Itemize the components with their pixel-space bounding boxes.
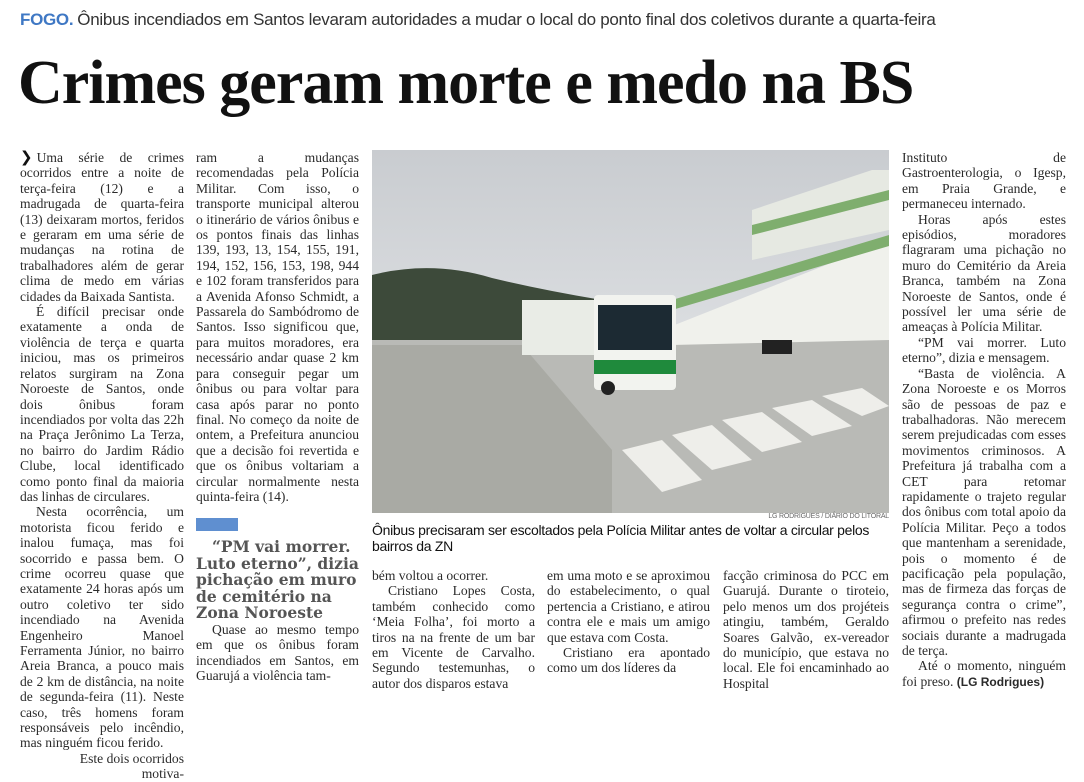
photo-caption: Ônibus precisaram ser escoltados pela Polícia Militar antes de voltar a circular pelos bairros da ZN <box>372 522 870 554</box>
chevron-right-icon: ❯ <box>20 148 33 166</box>
kicker <box>20 10 1070 30</box>
pullquote: “PM vai morrer. Luto eterno”, dizia pichação em muro de cemitério na Zona Noroeste <box>196 537 359 623</box>
kicker-tag: FOGO. <box>20 10 74 29</box>
paragraph: facção criminosa do PCC em Guarujá. Durante o tiroteio, pelo menos um dos projéteis atingiu, também, Geraldo Soares Galvão, ex-vereador do município, que estava no local. Ele foi encaminhado ao Hospital <box>723 568 889 691</box>
article-column-2 <box>196 150 359 683</box>
paragraph: bém voltou a ocorrer. <box>372 568 489 583</box>
police-car <box>762 340 792 354</box>
article-column-4 <box>547 568 710 676</box>
paragraph: Até o momento, ninguém foi preso. <box>902 658 1066 689</box>
article-column-1 <box>20 150 184 782</box>
paragraph: “Basta de violência. A Zona Noroeste e os Morros são de pessoas de paz e trabalhadoras. Não merecem serem prejudicadas com esses movimentos criminosos. A Prefeitura já trabalha com a CET para retomar rapidamente o trajeto regular dos ônibus com total apoio da Polícia Militar. Peço a todos que mantenham a serenidade, pois o momento é de pacificação pela população, mas de firmeza das forças de segurança contra o crime”, afirmou o prefeito nas redes sociais durante a madrugada de terça. <box>902 365 1066 658</box>
paragraph: Nesta ocorrência, um motorista ficou ferido e inalou fumaça, mas foi socorrido e passa bem. O crime ocorreu quase que exatamente 24 horas após um outro coletivo ter sido incendiado na Avenida Engenheiro Manoel Ferramenta Júnior, no bairro Areia Branca, a pouco mais de 2 km de distância, na noite de segunda-feira (11). Neste caso, três homens foram responsáveis pelo incêndio, mas ninguém ficou ferido. <box>20 504 184 751</box>
photo-illustration <box>372 150 889 513</box>
headline: Crimes geram morte e medo na BS <box>18 49 914 117</box>
paragraph: “PM vai morrer. Luto eterno”, dizia e mensagem. <box>902 334 1066 366</box>
photo-credit: LG RODRIGUES / DIÁRIO DO LITORAL <box>768 513 889 520</box>
pullquote-bar <box>196 518 238 531</box>
news-photo-buses <box>372 150 889 513</box>
article-column-6 <box>902 150 1066 690</box>
paragraph: em uma moto e se aproximou do estabelecimento, o qual pertencia a Cristiano, e atirou contra ele e mais um amigo que estava com Costa. <box>547 568 710 645</box>
paragraph: ram a mudanças recomendadas pela Polícia Militar. Com isso, o transporte municipal alterou o itinerário de vários ônibus e os pontos finais das linhas 139, 193, 13, 154, 155, 191, 194, 152, 156, 153, 198, 944 e 102 foram transferidos para a Avenida Afonso Schmidt, a Passarela do Sambódromo de Santos. Isso significou que, para muitos moradores, era necessário andar quase 2 km para conseguir pegar um ônibus ou para voltar para casa após parar no ponto final. No começo da noite de ontem, a Prefeitura anunciou que a decisão foi revertida e que os ônibus voltariam a circular normalmente nesta quinta-feira (14). <box>196 150 359 504</box>
paragraph: Cristiano Lopes Costa, também conhecido como ‘Meia Folha’, foi morto a tiros na na frente de um bar em Vicente de Carvalho. Segundo testemunhas, o autor dos disparos estava <box>372 583 535 691</box>
kicker-text: Ônibus incendiados em Santos levaram autoridades a mudar o local do ponto final dos coletivos durante a quarta-feira <box>77 10 936 29</box>
author-signoff: (LG Rodrigues) <box>956 674 1045 689</box>
paragraph: Este dois ocorridos motiva- <box>79 750 184 782</box>
paragraph: Quase ao mesmo tempo em que os ônibus foram incendiados em Santos, em Guarujá a violência tam- <box>196 621 359 684</box>
paragraph: Cristiano era apontado como um dos líderes da <box>547 645 710 676</box>
paragraph: Instituto de Gastroenterologia, o Igesp, em Praia Grande, e permaneceu internado. <box>902 150 1066 212</box>
paragraph: É difícil precisar onde exatamente a onda de violência de terça e quarta iniciou, mas os primeiros relatos surgiram na Zona Noroeste de Santos, onde dois ônibus foram incendiados por volta das 22h na Praça Jerônimo La Terza, no bairro do Jardim Rádio Clube, local identificado como ponto final da maioria das linhas de circulares. <box>20 304 184 504</box>
paragraph: Uma série de crimes ocorridos entre a noite de terça-feira (12) e a madrugada de quarta-feira (13) deixaram mortos, feridos e geraram em uma série de mudanças na rotina de trabalhadores além de gerar clima de medo em várias cidades da Baixada Santista. <box>20 150 184 304</box>
paragraph: Horas após estes episódios, moradores flagraram uma pichação no muro do Cemitério da Areia Branca, também na Zona Noroeste de Santos, onde é possível ler uma série de ameaças à Polícia Militar. <box>902 211 1066 335</box>
article-column-3 <box>372 568 535 691</box>
article-column-5 <box>723 568 889 691</box>
